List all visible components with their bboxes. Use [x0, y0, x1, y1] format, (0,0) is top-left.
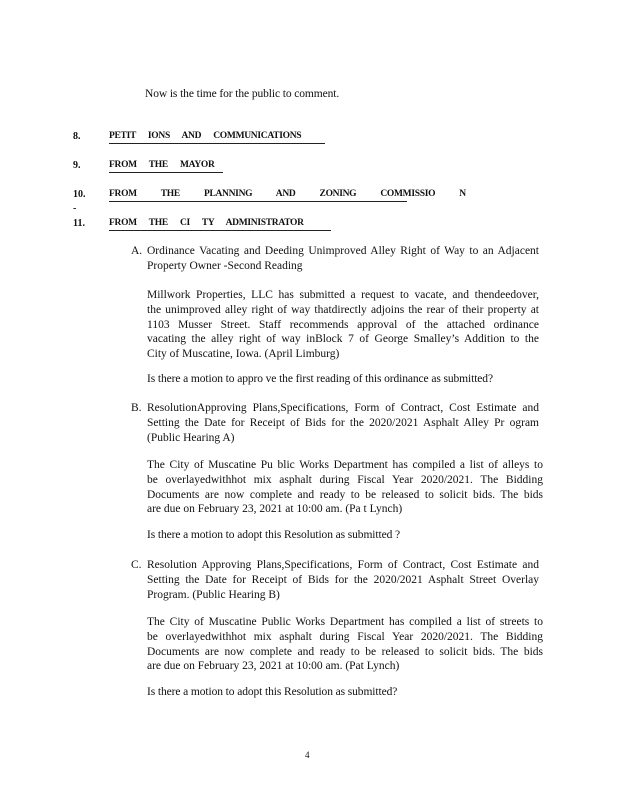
description-line: The City of Muscatine Pu blic Works Department has compiled a list of alleys to: [147, 459, 543, 471]
item-title-line: ResolutionApproving Plans,Specifications, Form of Contract, Cost Estimate and: [147, 402, 539, 414]
item-title-line: Property Owner -Second Reading: [147, 259, 303, 272]
description-line: be overlayedwithhot mix asphalt during Fiscal Year 2020/2021. The Bidding: [147, 630, 543, 643]
section-underline: [109, 143, 325, 144]
item-title: [147, 244, 539, 274]
section-title: FROM THE CI TY ADMINISTRATOR: [109, 218, 304, 228]
section-number: 10.: [73, 189, 86, 200]
item-title-line: Setting the Date for Receipt of Bids for the 2020/2021 Asphalt Alley Pr ogram: [147, 416, 539, 429]
item-title-line: Setting the Date for Receipt of Bids for the 2020/2021 Asphalt Street Overlay: [147, 573, 539, 586]
item-letter: B.: [131, 402, 142, 414]
description-line: City of Muscatine, Iowa. (April Limburg): [147, 348, 340, 361]
description-line: Documents are now complete and ready to be released to solicit bids. The bids: [147, 488, 543, 501]
item-title-line: Program. (Public Hearing B): [147, 588, 280, 601]
section-number: 11.: [73, 218, 85, 229]
item-letter: C.: [131, 559, 142, 571]
intro-text: Now is the time for the public to comment.: [145, 88, 340, 100]
description-line: are due on February 23, 2021 at 10:00 am. (Pat Lynch): [147, 660, 400, 673]
section-underline: [109, 201, 407, 202]
item-a-description: [147, 288, 539, 362]
description-line: The City of Muscatine Public Works Department has compiled a list of streets to: [147, 616, 543, 628]
section-title: FROM THE MAYOR: [109, 160, 215, 170]
section-underline: [109, 230, 331, 231]
section-title: FROM THE PLANNING AND ZONING COMMISSIO N: [109, 189, 466, 199]
description-line: Documents are now complete and ready to be released to solicit bids. The bids: [147, 645, 543, 658]
description-line: be overlayedwithhot mix asphalt during Fiscal Year 2020/2021. The Bidding: [147, 473, 543, 486]
item-letter: A.: [131, 245, 143, 257]
item-title-line: Resolution Approving Plans,Specifications, Form of Contract, Cost Estimate and: [147, 559, 539, 571]
section-title: PETIT IONS AND COMMUNICATIONS: [109, 131, 302, 141]
item-a-question: Is there a motion to appro ve the first reading of this ordinance as submitted?: [147, 373, 493, 385]
item-b-question: Is there a motion to adopt this Resolution as submitted ?: [147, 529, 401, 541]
description-line: are due on February 23, 2021 at 10:00 am. (Pa t Lynch): [147, 503, 403, 516]
description-line: 1103 Musser Street. Staff recommends approval of the attached ordinance: [147, 318, 539, 331]
item-c-question: Is there a motion to adopt this Resolution as submitted?: [147, 686, 398, 698]
description-line: Millwork Properties, LLC has submitted a request to vacate, and thendeedover,: [147, 289, 539, 301]
description-line: vacating the alley right of way inBlock 7 of George Smalley’s Addition to the: [147, 333, 539, 346]
page-number: 4: [305, 750, 310, 760]
section-number: 8.: [73, 131, 81, 142]
item-b-description: [147, 458, 543, 517]
item-title: [147, 558, 539, 602]
item-title-line: Ordinance Vacating and Deeding Unimproved Alley Right of Way to an Adjacent: [147, 245, 539, 257]
item-title-line: (Public Hearing A): [147, 431, 235, 444]
item-c-description: [147, 615, 543, 674]
section-number: 9.: [73, 160, 81, 171]
margin-mark: -: [73, 203, 77, 214]
item-title: [147, 401, 539, 445]
section-underline: [109, 172, 223, 173]
description-line: the unimproved alley right of way thatdirectly adjoins the rear of their property at: [147, 303, 539, 316]
